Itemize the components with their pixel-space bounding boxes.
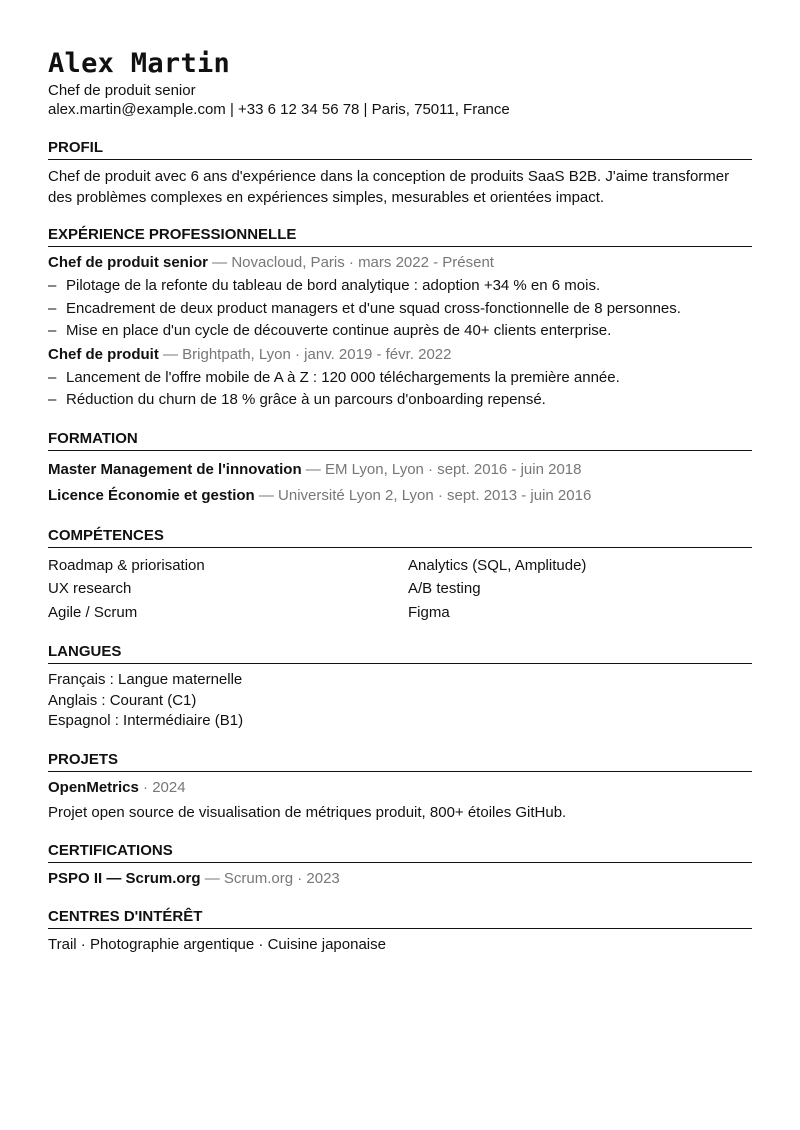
bullet-item <box>48 389 752 412</box>
job-meta: — Brightpath, Lyon · janv. 2019 - févr. 2022 <box>158 345 452 363</box>
job-bullets <box>48 275 752 343</box>
skills-grid <box>48 554 752 625</box>
section-skills <box>48 526 752 625</box>
skill-item: Agile / Scrum <box>48 603 138 621</box>
section-languages <box>48 642 752 732</box>
skill-item: Figma <box>408 603 450 621</box>
bullet-text: Lancement de l'offre mobile de A à Z : 120 000 téléchargements la première année. <box>66 368 620 386</box>
language-item: Anglais : Courant (C1) <box>48 691 197 709</box>
education-meta: — EM Lyon, Lyon · sept. 2016 - juin 2018 <box>301 460 582 478</box>
skill-item: Analytics (SQL, Amplitude) <box>408 556 587 574</box>
section-interests <box>48 907 752 955</box>
job-header <box>48 253 752 273</box>
section-profile <box>48 138 752 208</box>
resume-header <box>48 47 752 119</box>
project-header <box>48 778 752 798</box>
section-title-certifications: CERTIFICATIONS <box>48 841 752 863</box>
bullet-text: Réduction du churn de 18 % grâce à un parcours d'onboarding repensé. <box>66 391 546 408</box>
job-bullets <box>48 367 752 412</box>
certification-item <box>48 869 752 889</box>
bullet-dash: – <box>48 391 57 408</box>
education-meta: — Université Lyon 2, Lyon · sept. 2013 - juin 2016 <box>254 486 592 504</box>
bullet-item <box>48 320 752 343</box>
section-certifications <box>48 841 752 889</box>
language-item: Français : Langue maternelle <box>48 671 243 688</box>
education-degree: Licence Économie et gestion <box>48 486 255 504</box>
language-item: Espagnol : Intermédiaire (B1) <box>48 712 244 729</box>
project-meta: · 2024 <box>138 778 186 796</box>
section-title-languages: LANGUES <box>48 642 752 664</box>
job-entry <box>48 345 752 412</box>
bullet-dash: – <box>48 277 57 294</box>
project-description: Projet open source de visualisation de métriques produit, 800+ étoiles GitHub. <box>48 803 567 821</box>
job-header <box>48 345 752 365</box>
bullet-text: Pilotage de la refonte du tableau de bord analytique : adoption +34 % en 6 mois. <box>66 277 601 294</box>
education-item <box>48 483 752 509</box>
bullet-text: Mise en place d'un cycle de découverte continue auprès de 40+ clients enterprise. <box>66 322 612 339</box>
skill-item: UX research <box>48 580 132 597</box>
skill-item: Roadmap & priorisation <box>48 556 205 574</box>
section-education <box>48 429 752 509</box>
certification-meta: — Scrum.org · 2023 <box>200 869 340 887</box>
profile-text: Chef de produit avec 6 ans d'expérience dans la conception de produits SaaS B2B. J'aime transformer des problèmes complexes en expériences simples, mesurables et orientées impact. <box>48 168 730 206</box>
bullet-dash: – <box>48 322 57 339</box>
job-meta: — Novacloud, Paris · mars 2022 - Présent <box>208 254 494 271</box>
bullet-dash: – <box>48 299 57 317</box>
bullet-dash: – <box>48 368 57 386</box>
certification-name: PSPO II — Scrum.org <box>48 869 201 887</box>
job-entry <box>48 253 752 343</box>
education-degree: Master Management de l'innovation <box>48 460 302 478</box>
candidate-name: Alex Martin <box>48 48 231 79</box>
skill-item: A/B testing <box>408 580 481 597</box>
bullet-item <box>48 298 752 321</box>
section-title-interests: CENTRES D'INTÉRÊT <box>48 907 752 929</box>
section-title-projects: PROJETS <box>48 750 752 772</box>
contact-line: alex.martin@example.com | +33 6 12 34 56 78 | Paris, 75011, France <box>48 101 510 118</box>
bullet-item <box>48 275 752 298</box>
job-role: Chef de produit senior <box>48 254 209 271</box>
bullet-text: Encadrement de deux product managers et d'une squad cross-fonctionnelle de 8 personnes. <box>66 299 681 317</box>
project-name: OpenMetrics <box>48 778 139 796</box>
section-title-education: FORMATION <box>48 429 752 451</box>
section-title-skills: COMPÉTENCES <box>48 526 752 548</box>
education-item <box>48 457 752 483</box>
section-title-profile: PROFIL <box>48 138 752 160</box>
section-title-experience: EXPÉRIENCE PROFESSIONNELLE <box>48 225 752 247</box>
section-projects <box>48 750 752 823</box>
section-experience <box>48 225 752 412</box>
bullet-item <box>48 367 752 390</box>
candidate-headline: Chef de produit senior <box>48 82 196 99</box>
interests-text: Trail · Photographie argentique · Cuisine japonaise <box>48 935 386 953</box>
job-role: Chef de produit <box>48 345 159 363</box>
